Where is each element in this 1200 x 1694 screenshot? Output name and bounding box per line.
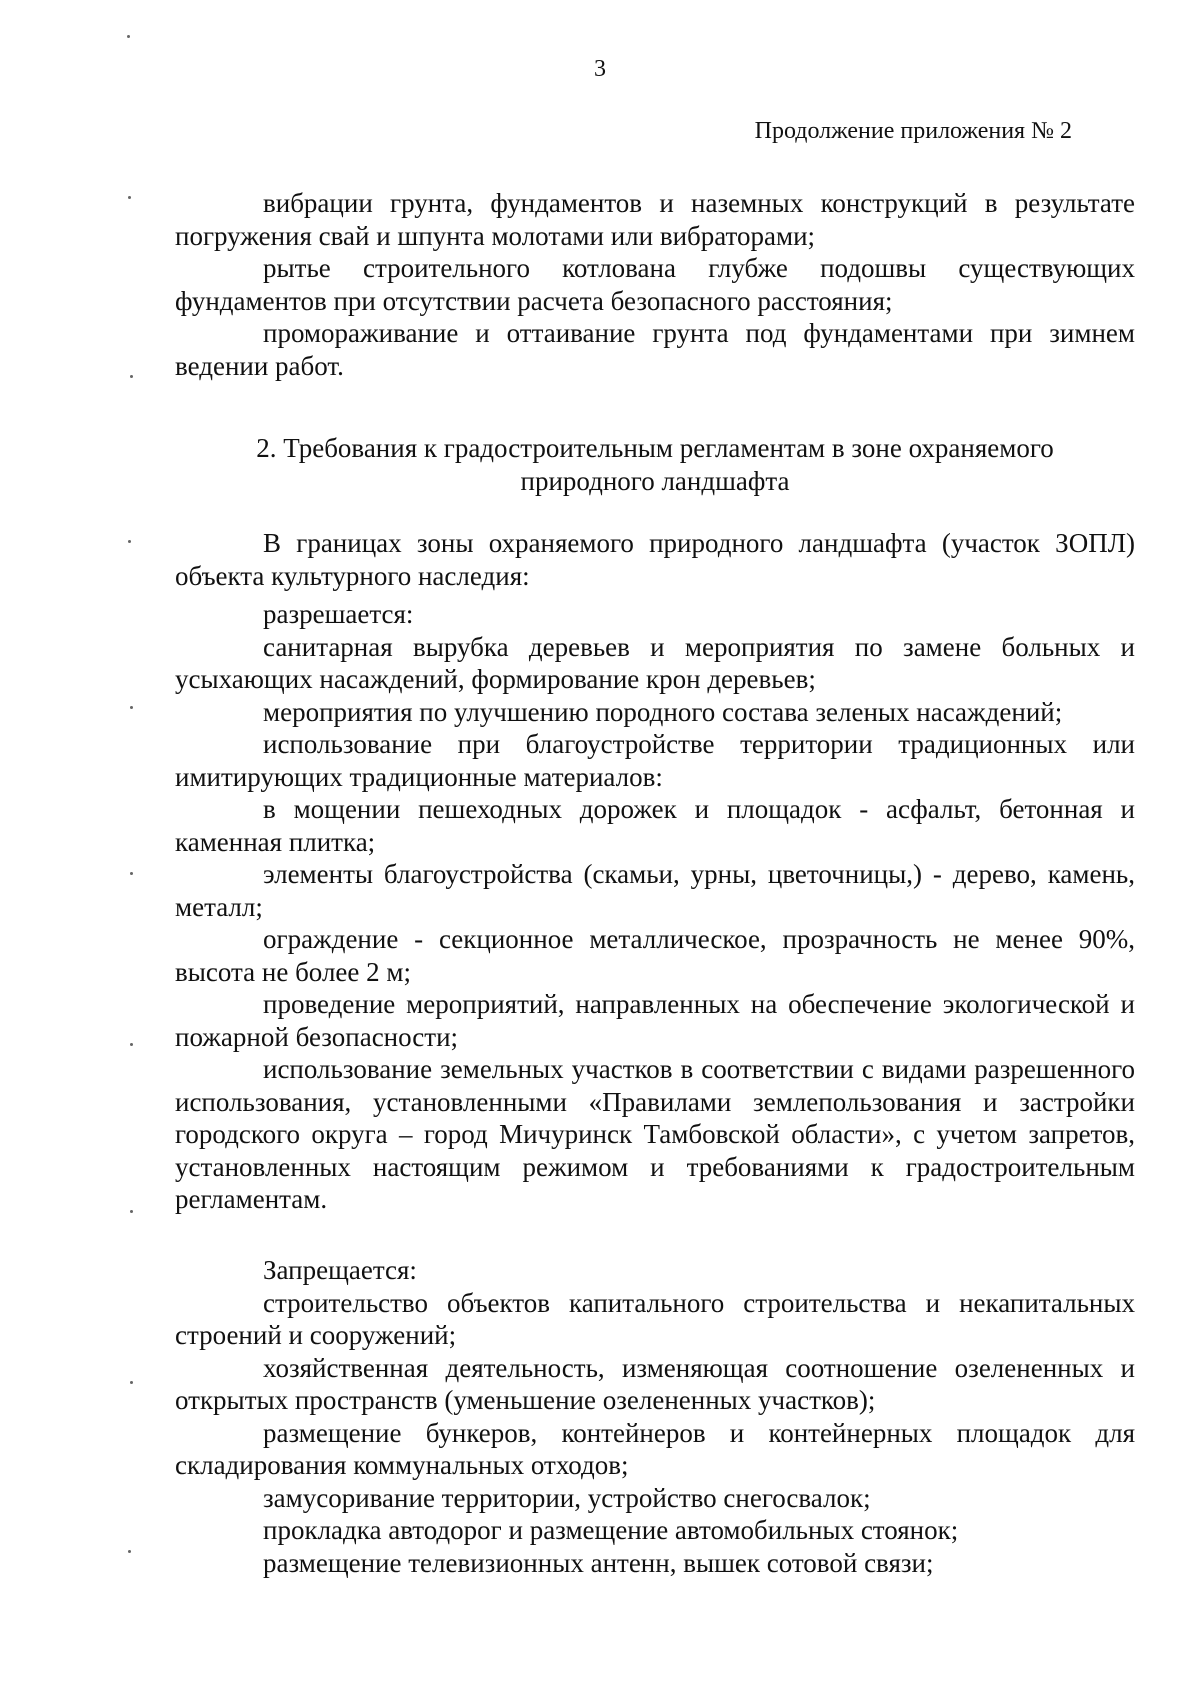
section-heading: 2. Требования к градостроительным регламентам в зоне охраняемого природного ландшафта: [256, 433, 1054, 496]
forbidden-item: строительство объектов капитального строительства и некапитальных строений и сооружений;: [175, 1287, 1135, 1350]
spacer: [175, 497, 1135, 527]
intro-block: [175, 187, 1135, 382]
allowed-item: санитарная вырубка деревьев и мероприятия по замене больных и усыхающих насаждений, формирование крон деревьев;: [175, 631, 1135, 694]
forbidden-block: [175, 1254, 1135, 1579]
allowed-item: элементы благоустройства (скамьи, урны, цветочницы,) - дерево, камень, металл;: [175, 859, 1135, 922]
allowed-title: разрешается:: [263, 599, 414, 629]
forbidden-item: размещение бункеров, контейнеров и контейнерных площадок для складирования коммунальных отходов;: [175, 1417, 1135, 1480]
forbidden-item: размещение телевизионных антенн, вышек сотовой связи;: [263, 1547, 934, 1578]
forbidden-item: прокладка автодорог и размещение автомобильных стоянок;: [263, 1515, 959, 1545]
forbidden-title: Запрещается:: [263, 1255, 417, 1285]
paragraph: рытье строительного котлована глубже подошвы существующих фундаментов при отсутствии расчета безопасного расстояния;: [175, 253, 1135, 316]
section-block: [175, 432, 1135, 592]
allowed-item: использование при благоустройстве территории традиционных или имитирующих традиционные материалов:: [175, 729, 1135, 792]
paragraph: вибрации грунта, фундаментов и наземных конструкций в результате погружения свай и шпунта молотами или вибраторами;: [175, 188, 1135, 251]
allowed-item: в мощении пешеходных дорожек и площадок - асфальт, бетонная и каменная плитка;: [175, 794, 1135, 857]
paragraph: промораживание и оттаивание грунта под фундаментами при зимнем ведении работ.: [175, 318, 1135, 381]
forbidden-item: хозяйственная деятельность, изменяющая соотношение озелененных и открытых пространств (уменьшение озелененных участков);: [175, 1352, 1135, 1415]
page-number: 3: [594, 56, 606, 82]
allowed-item: проведение мероприятий, направленных на обеспечение экологической и пожарной безопасности;: [175, 989, 1135, 1052]
section-intro: В границах зоны охраняемого природного ландшафта (участок ЗОПЛ) объекта культурного наследия:: [175, 528, 1135, 591]
allowed-item: мероприятия по улучшению породного состава зеленых насаждений;: [263, 696, 1063, 727]
allowed-item: использование земельных участков в соответствии с видами разрешенного использования, установленными «Правилами землепользования и застройки городского округа – город Мичуринск Тамбовской области», с учетом запретов, установленных настоящим режимом и требованиями к градостроительным регламентам.: [175, 1054, 1135, 1214]
allowed-item: ограждение - секционное металлическое, прозрачность не менее 90%, высота не более 2 м;: [175, 924, 1135, 987]
appendix-continuation-note: Продолжение приложения № 2: [754, 118, 1072, 144]
allowed-block: [175, 598, 1135, 1216]
forbidden-item: замусоривание территории, устройство снегосвалок;: [263, 1482, 871, 1513]
